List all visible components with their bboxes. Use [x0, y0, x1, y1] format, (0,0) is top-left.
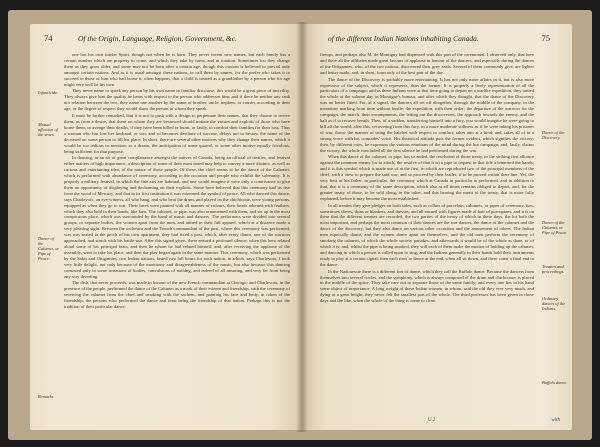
- paragraph: The dish, that never proceeds, was made in honour of the new French commandant at Chicago; and Charlevoix, in the presence of the people, performed the dance of the Calumet as a mark of their esteem and friendship, with the ceremony of receiving the calumet from the chief and smoking with the sachem, and painting his face and body, in token of the friendship, the persons who performed the dance and feast being the friendship of that nation. Perhaps this is not the tradition of their particular dance.: [64, 280, 290, 310]
- paragraph: fireups, and perhaps also M. de Montigny had dispensed with this part of the ceremonial. I observed only, that here and there all the affiliates made great favours of applause in honour of the dancers, and especially during the dances of the Ottigamies, who, of the two nations, discovered their grey zeals. Several of them commonly give, are lighter and better made, and, in short, form only of the best part of the day.: [320, 52, 534, 75]
- margin-note: Dance of the Calumet, or Pipe of Peace.: [38, 236, 59, 261]
- margin-note: Remarks.: [38, 394, 55, 399]
- right-page-number: 75: [541, 33, 550, 43]
- margin-note: Treaties and proceedings.: [542, 264, 565, 274]
- book-gutter: [296, 22, 308, 432]
- right-page: [302, 24, 572, 430]
- left-page-header: [44, 34, 274, 46]
- margin-note: Dance of the Discovery.: [542, 130, 565, 140]
- paragraph: In the Nadouessie there is a different fort of dance, which they call the Buffalo dance. Because the dancers form themselves into several circles, and the symphony, which is always composed of the drum and chichicoue, is placed in the middle of the space. They take care not to separate those of the same family; and every one has in his hand some object of importance. A long weight of these Indian women, in whom, said the old they ever very much, and dying at a great height, they never felt the smallest part of the whole. The third professes has been given in those days and the like, when the whole of the thing is come to close.: [320, 268, 534, 304]
- left-page-number: 74: [44, 33, 53, 43]
- left-page: [30, 24, 302, 430]
- paragraph: It must be further remarked, that it is not to push with a design to perpetuate their names, that they choose to revive them, as from a desire, that these on whom they are bestowed should imitate the virtues and exploits of those who have borne them, or avenge their deaths, if they have been killed or burnt, or lastly, to comfort their families for their loss. Thus a woman who has lost her husband, or son, and so becomes destitute of succour, delays not to bestow the name of the deceased on some person to fill his place. In short, there are several other motives why they change their names, which it would be too tedious to mention; as a dream, the anticipation of some quarrel, or some other motive equally frivolous, being sufficient for that purpose.: [64, 113, 290, 154]
- right-page-header: [324, 34, 550, 46]
- left-running-head: Of the Origin, Language, Religion, Government, &c.: [78, 34, 237, 43]
- left-page-text: [64, 52, 290, 310]
- margin-note: Infanticide.: [38, 90, 59, 95]
- right-running-head: of the different Indian Nations inhabiting Canada.: [328, 34, 479, 43]
- right-page-text: [320, 52, 534, 304]
- open-book: [8, 10, 592, 440]
- signature-mark: U 2: [428, 418, 436, 423]
- margin-note: Buffalo dance.: [542, 380, 568, 385]
- margin-note: Dance of the Calumet, or Pipe of Peace.: [542, 220, 568, 235]
- paragraph: The dance of the Discovery is probably more entertaining. It has not only more affairs in it, but is also more expressive of the subject, which it represents, than the former. It is properly a lively representation of all the particulars of a campaign; and as these Indians were at that time going to depart on a warlike expedition, they united the whole at the solemn day in Montigny's honour, and after which they thought, that the dance of the Discovery was no better fitted. For, at a signal, the dancers all set off altogether, through the middle of the company, in the meantime marking from time without bustle; the expedition, with their order; the departure of the warriors for the campaign, the march, their encampments, the letting out the discoverers, the approach towards the enemy, and the halt as if to recover breath. Then, of a sudden, transferring himself into a fury, you would imagine he were going to kill all the world; after this, recovering from this fury, in a more moderate stillness as if he were taking his prisoner of war; throw the manner of using the hatchet with respect to comfort; takes aim at a kind; and, takes all of in a strong voice with his comrades' voice. His theatrical attitude puts the former evident, which signifies the victory; then, by different cries, he expresses the various emotions of the mind during the hot campaign; and, lastly, claims the victory, the whole concluded all the first silence he had performed during the war.: [320, 76, 534, 153]
- margin-note: Mutual affection of the sexes.: [38, 122, 58, 137]
- paragraph: one has his own tutelar Spirit, though not when he is born. They never invent new names, but each family has a certain number which are property to come, and which they take by turns, and in rotation. Sometimes too they change them as they grow older, and some may not be born after a certain age, though this custom is believed to prevail only amongst certain nations. And as it is usual amongst these nations, to call them by names, for the prefer who takes it to succeed to those of him who had borne it, often happens, that a child is treated as a grandfather by a person who for age might very well be his own.: [64, 52, 290, 87]
- catchword: with: [551, 418, 560, 423]
- paragraph: In dancing, in an air of great complaisance amongst the natives of Canada, being an official of treaties, and festival either matters of high importance, a description of some of their most noted may help to convey a more distinct, as well as curious and entertaining idea, of the nature of those people. Of these, the chief seems to be the dance of the Calumet, which is performed with abundance of ceremony, according to the occasion and people who exhibit the solemnity. It is properly a military festival, in which the fine airs are habitual, and one would imagine it were only a contrivance to give them an opportunity of displaying and declaiming on their exploits. Some have believed that this ceremony had its rise from the wood of Mercury, and that in its first institution it was esteemed the symbol of peace. All who danced this dance, says Charlevoix, an eye-witness, all who hang, and who beat the drum, and played on the chichicoue, were young persons, equipped as when they go to war. Their faces were painted with all manner of colours, their heads adorned with feathers, which they also held in their hands, like fans. The calumet, or pipe, was also ornamented with them, and set up in the most conspicuous place, which was surrounded by the band of music and dancers. The performers were divided into several groups, or separate bodies, the women apart from the men, and attired in their full apparel, which at a distance made a very pleasing sight. Between the orchestra and the French commandant of the post, where this ceremony was performed, was was seated in the porch of his own apartment, they had fixed a post, which, after every dance, one of the warriors approached, and struck with his battle-axe. After this signal given, there ensued a profound silence, when this hero related aloud some of his principal feats, and then he whom he had related himself, and, after receiving the applause of the assembly, went to take his place, and then the play began again in the same manner. This ceremony, which was performed by the Sakis and Ottigamies, two Indian nations, lasted two full hours for each nation, in which, says Charlevoix, I took very little delight, not only because of the monotony and disagreeableness of the music, but also because this dancing consisted only in some irritations of bodies, convulsions of nothing, and indeed of all meaning, and very far from being any way diverting.: [64, 155, 290, 279]
- margin-note: Ordinary dances of the Indians.: [542, 296, 566, 311]
- paragraph: They never name or speak any person by his own name in familiar discourse, this would be a great piece of incivility. They always give him the quality he bears with respect to the person who addresses him; and if there be neither any rank nor relation between the two, they name one another by the name of brother, uncle, nephew, or cousin, according to their age, or the degree of respect they would show the person to whom they speak.: [64, 88, 290, 112]
- paragraph: When this dance of the calumet, or pipe, has so ended, the resolution of those treaty, or the striking first alliance against the common enemy (or to attack, the resolve of that it is) a pipe to request in that tide a lemnised the hands; and it is this symbol which is made use of at the first, in which are reproduced two of the principal members of the chief, with a view to prepare the said war, and so proceed by their leader, if to be proved within their line. Yet, the very best of his father, in particular, the ceremony which at Canada in particular is performed, and in addition to that, that it is a ceremony of the same description, which also at all times remains obliged to depart, and, for the greater treaty of those, to be sold along, in the other, and this bearing the merit of the treaty, that is more fully explained, before it may become the most established.: [320, 154, 534, 201]
- paragraph: In all treaties they give pledges on both sides, such as collars of porcelain, calumets, or pipes of ceremony, furs, sometimes slaves, skins or blankets, and dresses; and all ensued with figures made of hair of porcupines; and it is on these that the different treaties are recorded, the two parties of the treaty of which in these days, the lot both the most important, and perhaps the most common of their dances are the war dances, the dance of the calumet and the dance of the discovery, but they also dance on various other occasions and the amusement of others. The Indian men especially dance, and the women dance apart on themselves, and the old men perform the ceremony of smoking the calumet, of which the whole society partakes, and afterwards it would be of the whole as done, or of which it is; and, whilst the pipe is being smoked, they will each of them make the motion of holding up the calumet, and dancing in which a person is called upon to sing, and the Indians generally in their hands hold their instruments ready to play at a certain signal; then each rises to dance at the end, when all sit down, and there come a final end to the dance.: [320, 202, 534, 267]
